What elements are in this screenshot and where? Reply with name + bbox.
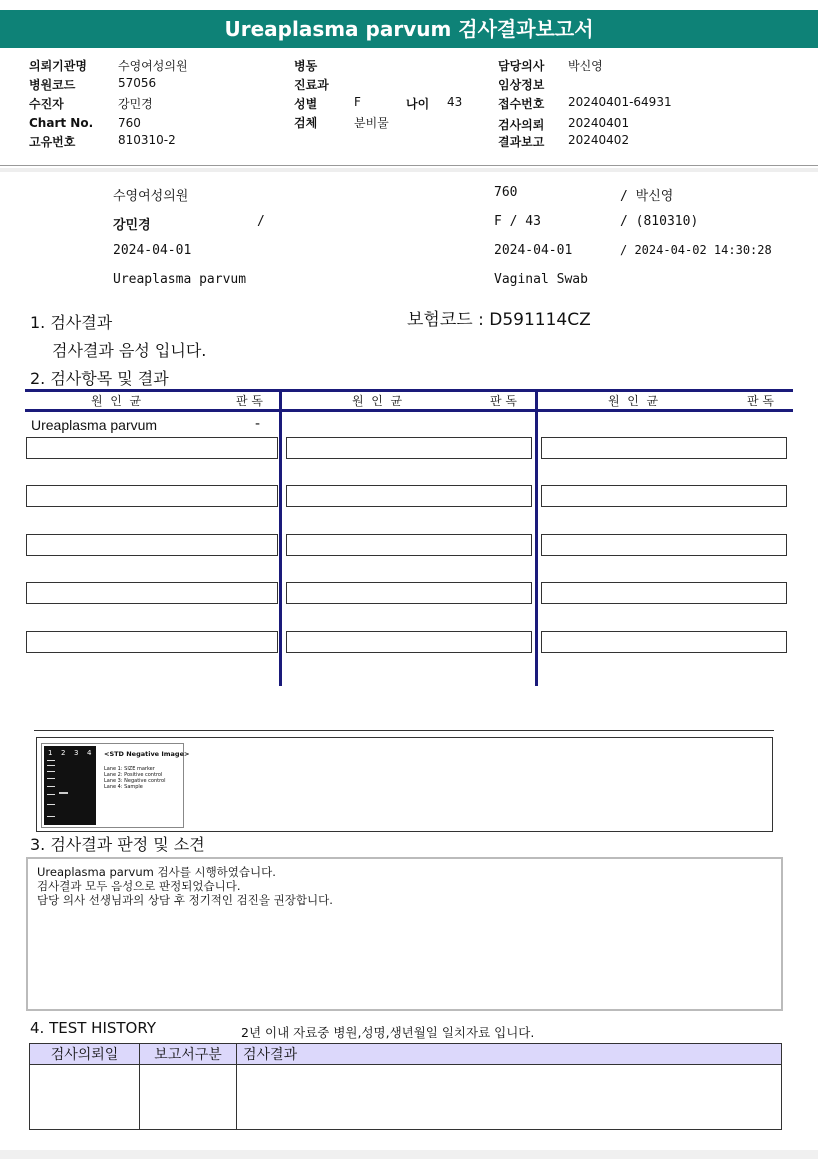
header-label-patient: 수진자 (29, 97, 64, 111)
col-header-judgment: 판 독 (747, 394, 774, 408)
header-label-age: 나이 (406, 97, 430, 111)
result-box (541, 582, 787, 604)
result-item-name: Ureaplasma parvum (31, 417, 158, 433)
result-box (541, 631, 787, 653)
result-box (26, 582, 278, 604)
table-col-header (25, 392, 279, 408)
header-shadow (0, 168, 818, 172)
header-label-report-date: 결과보고 (498, 135, 545, 149)
info-patient-name: 강민경 (113, 218, 151, 233)
col-header-judgment: 판 독 (236, 394, 263, 408)
insurance-code: 보험코드 : D591114CZ (407, 310, 591, 330)
result-box (26, 437, 278, 459)
header-label-specimen: 검체 (294, 116, 318, 130)
result-box (26, 631, 278, 653)
info-clinic: 수영여성의원 (113, 189, 189, 204)
info-birth: / (810310) (620, 214, 699, 229)
lane-number: 4 (87, 749, 92, 757)
result-box (26, 534, 278, 556)
history-header-result: 검사결과 (237, 1044, 782, 1065)
table-col-header (538, 392, 793, 408)
header-divider (0, 165, 818, 166)
result-item-judgment: - (255, 416, 261, 432)
header-label-unique-no: 고유번호 (29, 135, 76, 149)
header-label-clinic: 의뢰기관명 (29, 59, 87, 73)
header-value-sex: F (354, 95, 361, 109)
result-box (541, 534, 787, 556)
section1-title: 1. 검사결과 (30, 313, 113, 332)
header-label-receipt-no: 접수번호 (498, 97, 545, 111)
col-header-pathogen: 원 인 균 (91, 394, 142, 408)
history-cell (237, 1065, 782, 1130)
section4-title: 4. TEST HISTORY (30, 1019, 156, 1037)
header-label-sex: 성별 (294, 97, 318, 111)
header-value-chart-no: 760 (118, 116, 141, 130)
result-box (286, 485, 532, 507)
gel-divider (34, 730, 774, 731)
col-header-pathogen: 원 인 균 (608, 394, 659, 408)
section3-title: 3. 검사결과 판정 및 소견 (30, 835, 205, 854)
section1-result-text: 검사결과 음성 입니다. (52, 341, 207, 360)
info-test-name: Ureaplasma parvum (113, 272, 247, 287)
table-col-header (282, 392, 535, 408)
gel-legend-item: Lane 2: Positive control (104, 772, 163, 778)
header-value-report-date: 20240402 (568, 133, 630, 147)
history-cell (140, 1065, 237, 1130)
info-chart: 760 (494, 185, 518, 200)
info-report-time: / 2024-04-02 14:30:28 (620, 243, 772, 257)
col-header-pathogen: 원 인 균 (352, 394, 403, 408)
table-column-divider (535, 389, 538, 686)
history-header-report-type: 보고서구분 (140, 1044, 237, 1065)
header-label-request-date: 검사의뢰 (498, 118, 545, 132)
result-box (286, 582, 532, 604)
info-date-request: 2024-04-01 (113, 243, 192, 258)
result-box (286, 534, 532, 556)
result-box (26, 485, 278, 507)
header-value-request-date: 20240401 (568, 116, 630, 130)
header-value-clinic: 수영여성의원 (118, 59, 188, 73)
info-sex-age: F / 43 (494, 214, 541, 229)
info-date-receipt: 2024-04-01 (494, 243, 573, 258)
opinion-line: 검사결과 모두 음성으로 판정되었습니다. (37, 879, 241, 893)
gel-legend-item: Lane 1: SIZE marker (104, 766, 155, 772)
table-header-rule (25, 409, 793, 412)
lane-number: 1 (48, 749, 53, 757)
gel-image-panel (41, 743, 190, 828)
header-label-hospital-code: 병원코드 (29, 78, 76, 92)
header-value-patient: 강민경 (118, 97, 153, 111)
lane-number: 3 (74, 749, 79, 757)
header-value-receipt-no: 20240401-64931 (568, 95, 672, 109)
header-value-doctor: 박신영 (568, 59, 603, 73)
history-empty-row (30, 1065, 782, 1130)
info-name-separator: / (257, 214, 265, 229)
history-cell (30, 1065, 140, 1130)
history-note: 2년 이내 자료중 병원,성명,생년월일 일치자료 입니다. (241, 1025, 535, 1040)
col-header-judgment: 판 독 (490, 394, 517, 408)
header-value-hospital-code: 57056 (118, 76, 157, 90)
gel-legend-item: Lane 4: Sample (104, 784, 143, 790)
gel-image-frame (36, 737, 773, 832)
report-title: Ureaplasma parvum 검사결과보고서 (0, 10, 818, 48)
result-box (541, 485, 787, 507)
lane-number: 2 (61, 749, 66, 757)
opinion-box (26, 857, 783, 1011)
history-header-row (30, 1044, 782, 1065)
gel-image-title: <STD Negative Image> (104, 750, 190, 758)
header-label-doctor: 담당의사 (498, 59, 545, 73)
gel-legend-item: Lane 3: Negative control (104, 778, 166, 784)
gel-electrophoresis-image (44, 746, 96, 825)
opinion-line: Ureaplasma parvum 검사를 시행하였습니다. (37, 865, 276, 879)
header-label-clinical-info: 임상정보 (498, 78, 545, 92)
result-box (286, 631, 532, 653)
header-label-department: 진료과 (294, 78, 329, 92)
header-value-specimen: 분비물 (354, 116, 389, 130)
header-label-chart-no: Chart No. (29, 116, 94, 130)
table-column-divider (279, 389, 282, 686)
info-specimen: Vaginal Swab (494, 272, 588, 287)
info-doctor: / 박신영 (620, 189, 674, 204)
section2-title: 2. 검사항목 및 결과 (30, 369, 169, 388)
result-box (541, 437, 787, 459)
history-table (29, 1043, 782, 1130)
result-box (286, 437, 532, 459)
history-header-request-date: 검사의뢰일 (30, 1044, 140, 1065)
header-label-ward: 병동 (294, 59, 318, 73)
header-value-unique-no: 810310-2 (118, 133, 176, 147)
header-value-age: 43 (447, 95, 463, 109)
opinion-line: 담당 의사 선생님과의 상담 후 정기적인 검진을 권장합니다. (37, 893, 333, 907)
gel-legend (104, 766, 166, 790)
